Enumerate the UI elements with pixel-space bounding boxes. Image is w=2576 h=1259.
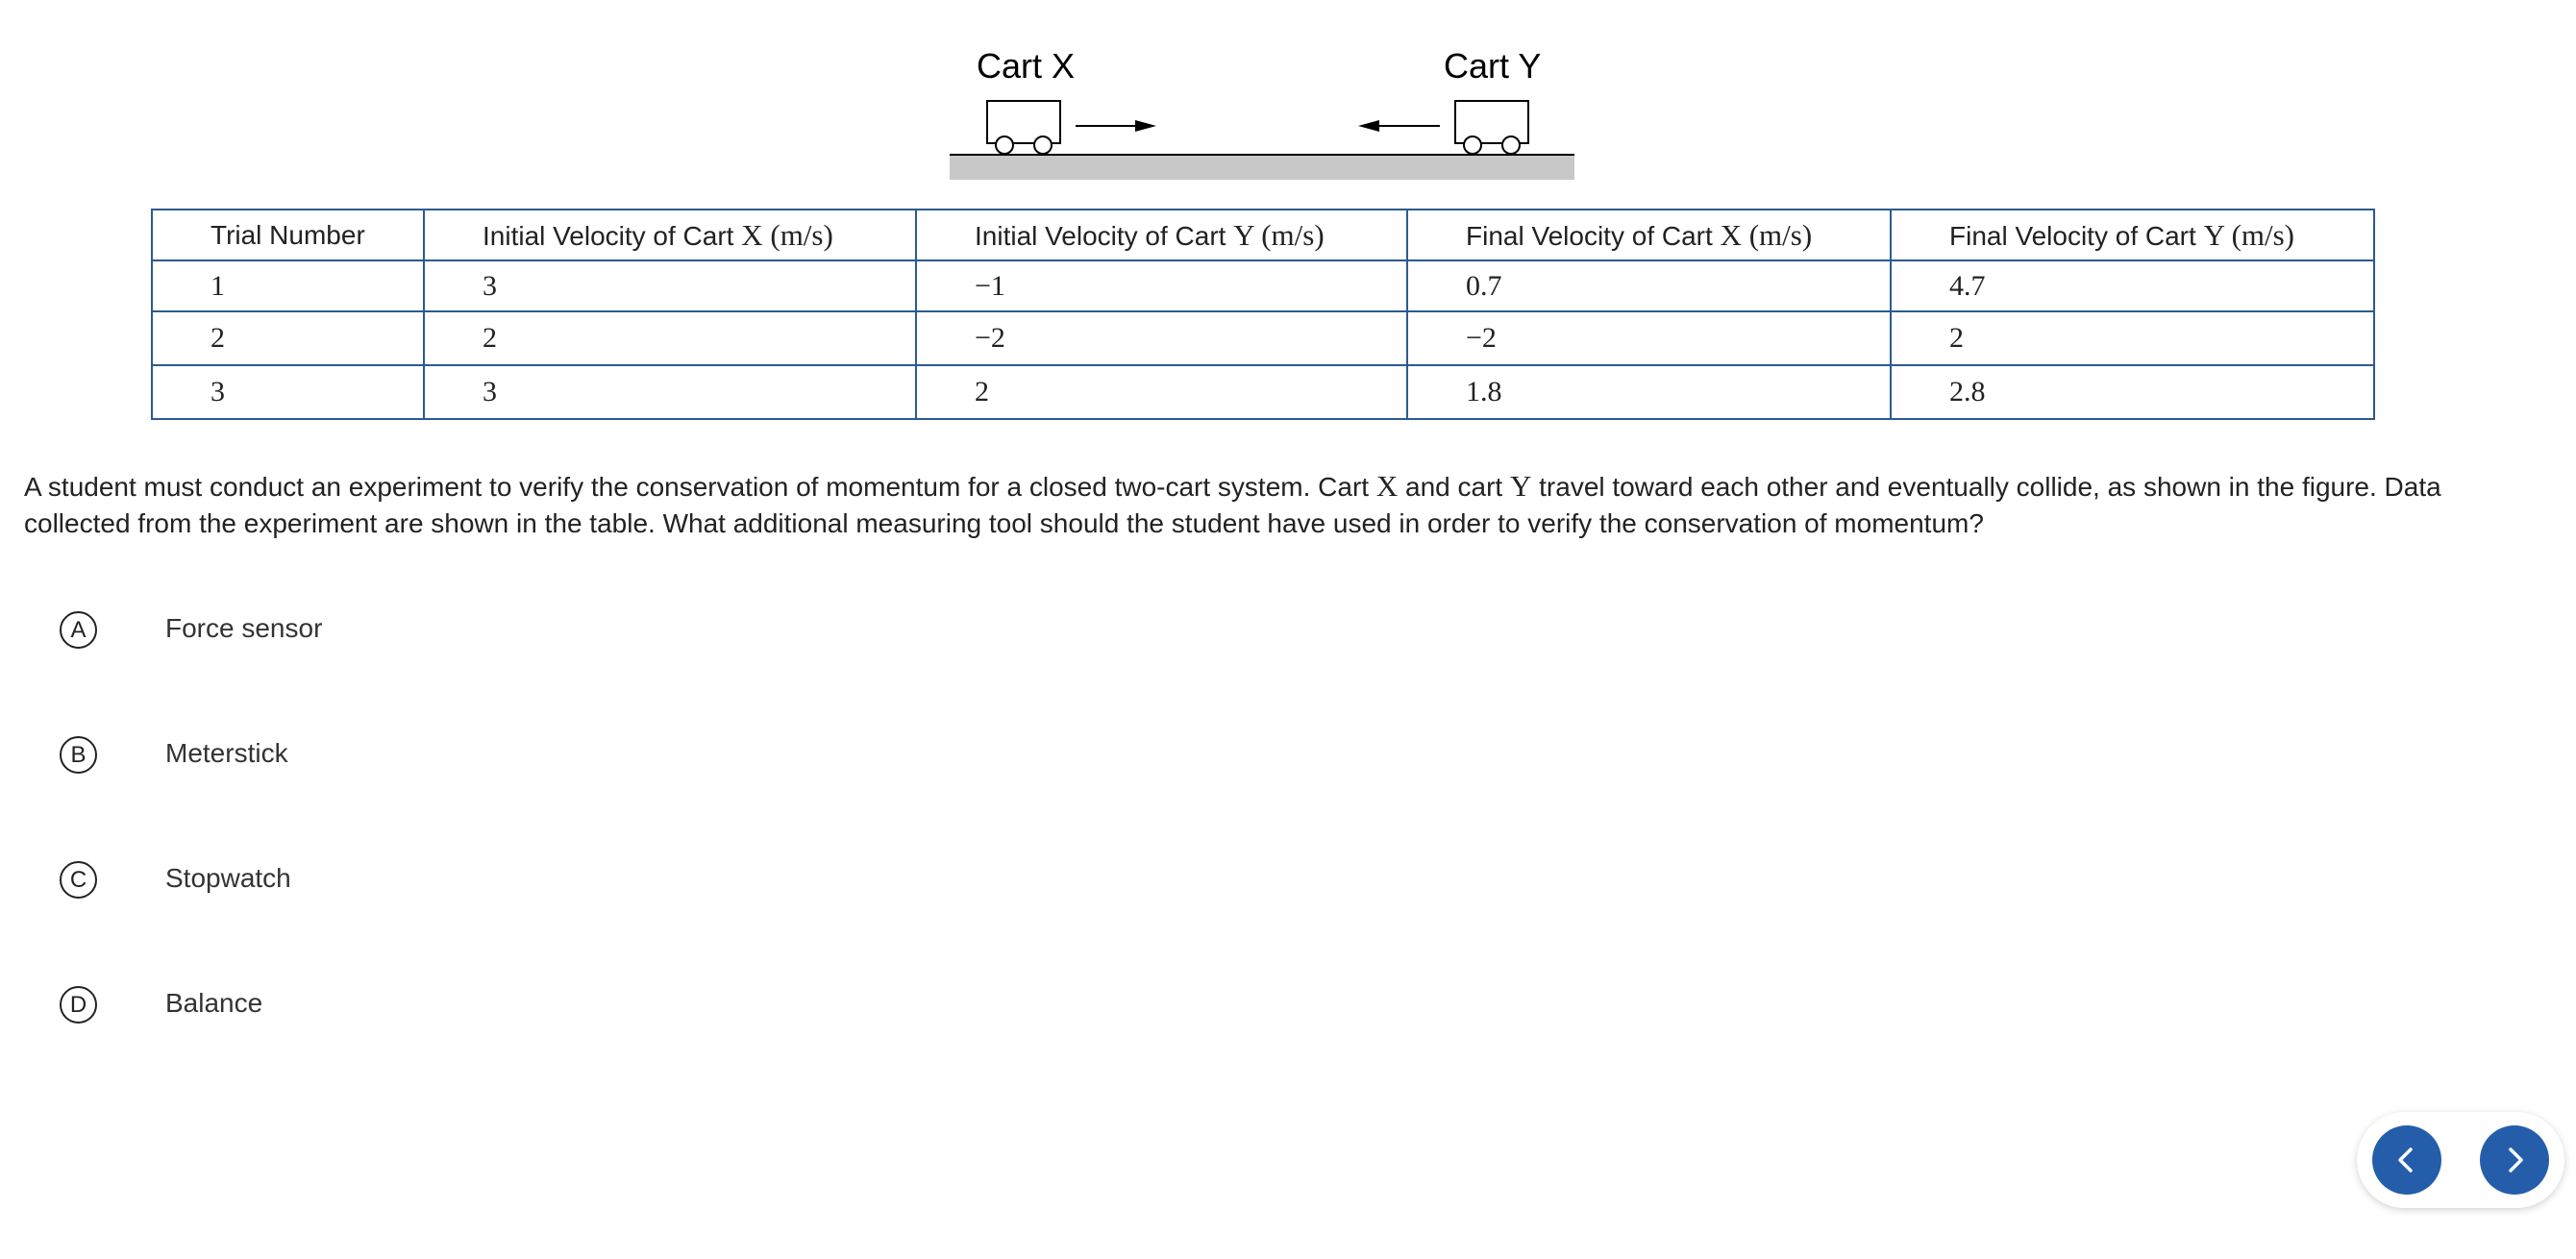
collision-diagram <box>947 46 1586 185</box>
chevron-left-icon <box>2391 1145 2422 1175</box>
option-text-a: Force sensor <box>165 613 323 643</box>
final-velocity-x-cell: 1.8 <box>1407 365 1891 419</box>
table-row <box>152 311 2374 365</box>
arrow-left-icon <box>1358 120 1440 132</box>
initial-velocity-y-cell: −1 <box>916 260 1407 311</box>
velocity-table <box>151 209 2375 420</box>
cart-y-label: Cart Y <box>1444 46 1542 86</box>
option-text-c: Stopwatch <box>165 863 291 893</box>
arrow-right-icon <box>1076 120 1156 132</box>
trial-number-cell: 1 <box>152 260 424 311</box>
cart-y-body <box>1455 101 1528 154</box>
next-button[interactable] <box>2480 1125 2549 1195</box>
final-velocity-x-cell: −2 <box>1407 311 1891 365</box>
option-text-b: Meterstick <box>165 738 288 768</box>
chevron-right-icon <box>2499 1145 2530 1175</box>
initial-velocity-x-cell: 2 <box>424 311 916 365</box>
final-velocity-x-cell: 0.7 <box>1407 260 1891 311</box>
option-letter-d: D <box>60 986 97 1024</box>
carts-figure <box>947 46 1586 185</box>
trial-number-cell: 3 <box>152 365 424 419</box>
initial-velocity-x-cell: 3 <box>424 365 916 419</box>
header-initial-velocity-x: Initial Velocity of Cart X (m/s) <box>424 210 916 260</box>
option-letter-a: A <box>60 611 97 649</box>
cart-x-body <box>987 101 1060 154</box>
cart-x-label: Cart X <box>977 46 1076 86</box>
table-header-row <box>152 210 2374 260</box>
navigation-panel <box>2357 1112 2564 1208</box>
initial-velocity-y-cell: 2 <box>916 365 1407 419</box>
header-final-velocity-x: Final Velocity of Cart X (m/s) <box>1407 210 1891 260</box>
option-text-d: Balance <box>165 988 263 1018</box>
final-velocity-y-cell: 2 <box>1891 311 2374 365</box>
header-trial-number: Trial Number <box>152 210 424 260</box>
initial-velocity-x-cell: 3 <box>424 260 916 311</box>
trial-number-cell: 2 <box>152 311 424 365</box>
final-velocity-y-cell: 2.8 <box>1891 365 2374 419</box>
question-stem: A student must conduct an experiment to verify the conservation of momentum for a closed two-cart system. Cart X and cart Y travel toward each other and eventually collide, as shown in the figure. Data collected from the experiment are shown in the table. What additional measuring tool should the student have used in order to verify the conservation of momentum? <box>24 469 2441 538</box>
header-initial-velocity-y: Initial Velocity of Cart Y (m/s) <box>916 210 1407 260</box>
ground-surface <box>950 155 1574 180</box>
table-row <box>152 365 2374 419</box>
option-letter-c: C <box>60 861 97 899</box>
table-row <box>152 260 2374 311</box>
final-velocity-y-cell: 4.7 <box>1891 260 2374 311</box>
option-letter-b: B <box>60 736 97 774</box>
previous-button[interactable] <box>2372 1125 2441 1195</box>
header-final-velocity-y: Final Velocity of Cart Y (m/s) <box>1891 210 2374 260</box>
initial-velocity-y-cell: −2 <box>916 311 1407 365</box>
